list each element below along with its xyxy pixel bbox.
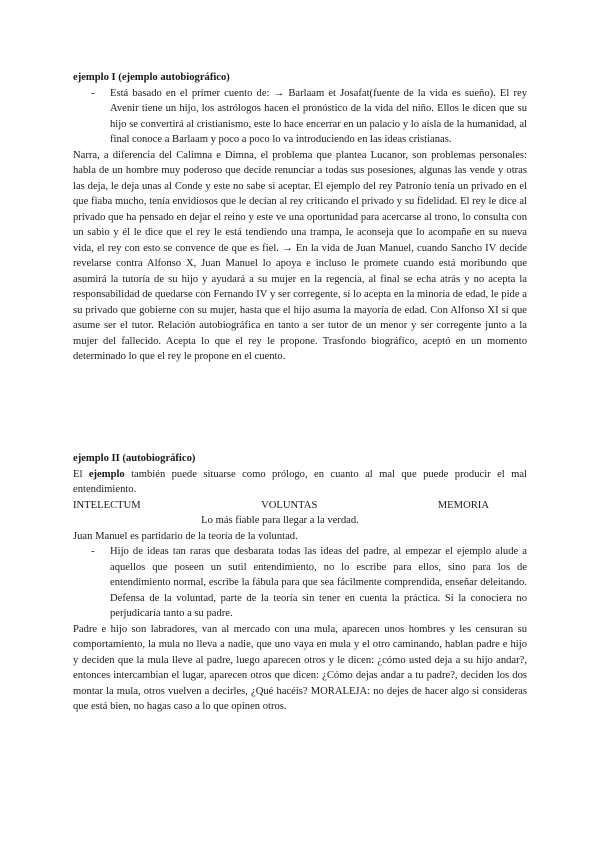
term-intelectum: INTELECTUM xyxy=(73,499,141,511)
section-2-bullet xyxy=(73,544,527,622)
partisan-line: Juan Manuel es partidario de la teoría de la voluntad. xyxy=(73,530,298,542)
section-2-bullet-text: Hijo de ideas tan raras que desbarata todas las ideas del padre, al empezar el ejemplo alude a aquellos que poseen un sutil entendimiento, no lo escribe para ellos, sino para los de entendimiento normal, escribe la fábula para que sea fácilmente comprendida, enseñar deleitando. Defensa de la voluntad, parte de la teoría sin tener en cuenta la práctica. Si la conociera no perjudicaría tanto a su padre. xyxy=(110,546,527,619)
term-memoria: MEMORIA xyxy=(437,499,489,511)
section-2-heading: ejemplo II (autobiográfico) xyxy=(73,453,196,464)
faculties-row xyxy=(73,498,527,514)
section-ejemplo-2 xyxy=(73,451,527,715)
bullet-dash: - xyxy=(91,546,95,557)
section-1-heading: ejemplo I (ejemplo autobiográfico) xyxy=(73,72,230,83)
section-2-paragraph: Padre e hijo son labradores, van al mercado con una mula, aparecen unos hombres y les censuran su comportamiento, la mula no lleva a nadie, que uno vaya en mula y el otro caminando, hablan padre e hijo y deciden que la mula lleve al padre, luego aparecen otros y le dicen: ¿cómo usted deja a su hijo andar?, entonces intercambian el lugar, aparecen otros que dicen: ¿Cómo dejas andar a tu padre?, deciden los dos montar la mula, otros vuelven a decirles, ¿Qué hacéis? MORALEJA: no dejes de hacer algo si consideras que está bien, no hagas caso a lo que opinen otros. xyxy=(73,623,527,712)
bullet-dash: - xyxy=(91,87,95,99)
intro-suffix: también puede situarse como prólogo, en cuanto al mal que puede producir el mal entendimiento. xyxy=(73,468,527,495)
section-ejemplo-1 xyxy=(73,70,527,365)
section-1-paragraph: Narra, a diferencia del Calimna e Dimna, el problema que plantea Lucanor, son problemas personales: habla de un hombre muy poderoso que decide renunciar a todas sus posesiones, algunas las vende y otras las deja, le deja unas al Conde y este no sabe si aceptar. El ejemplo del rey Patronio tenía un privado en el que fiaba mucho, tenía envidiosos que le decían al rey criticando el privado y su fidelidad. El rey le dice al privado que ha pensado en dejar el reino y este ve una oportunidad para acercarse al trono, lo consulta con un sabio y él le dice que el rey le está tendiendo una trampa, le aconseja que lo acompañe en su nueva vida, el rey con esto se convence de que es fiel. → En la vida de Juan Manuel, cuando Sancho IV decide revelarse contra Alfonso X, Juan Manuel lo apoya e incluso le promete cuando está moribundo que asumirá la tutoría de su hijo y ayudará a su mujer en la regencia, al final se echa atrás y no acepta la responsabilidad de quedarse con Fernando IV y ser corregente, sí lo acepta en la minoría de edad, le pide a su privado que gobierne con su mujer, hasta que el hijo asuma la mayoría de edad. Con Alfonso XI sí que asume ser el tutor. Relación autobiográfica en tanto a ser tutor de un menor y ser corregente junto a la mujer del fallecido. Acepta lo que el rey le propone. Trasfondo biográfico, aceptó en un momento determinado lo que el rey le propone en el cuento. xyxy=(73,149,527,362)
section-1-bullet-text: Está basado en el primer cuento de: → Barlaam et Josafat(fuente de la vida es sueño). El rey Avenir tiene un hijo, los astrólogos hacen el pronóstico de la vida del niño. Ellos le dicen que su hijo se convertirá al cristianismo, este lo hace encerrar en un palacio y lo aísla de la humanidad, al final conoce a Barlaam y poco a poco lo va introduciendo en las ideas cristianas. xyxy=(110,87,527,145)
centered-note: Lo más fiable para llegar a la verdad. xyxy=(201,515,359,526)
section-2-intro xyxy=(73,467,527,498)
intro-bold-word: ejemplo xyxy=(88,468,125,480)
section-1-bullet xyxy=(73,86,527,148)
intro-prefix: El xyxy=(73,468,89,480)
term-voluntas: VOLUNTAS xyxy=(261,499,318,511)
